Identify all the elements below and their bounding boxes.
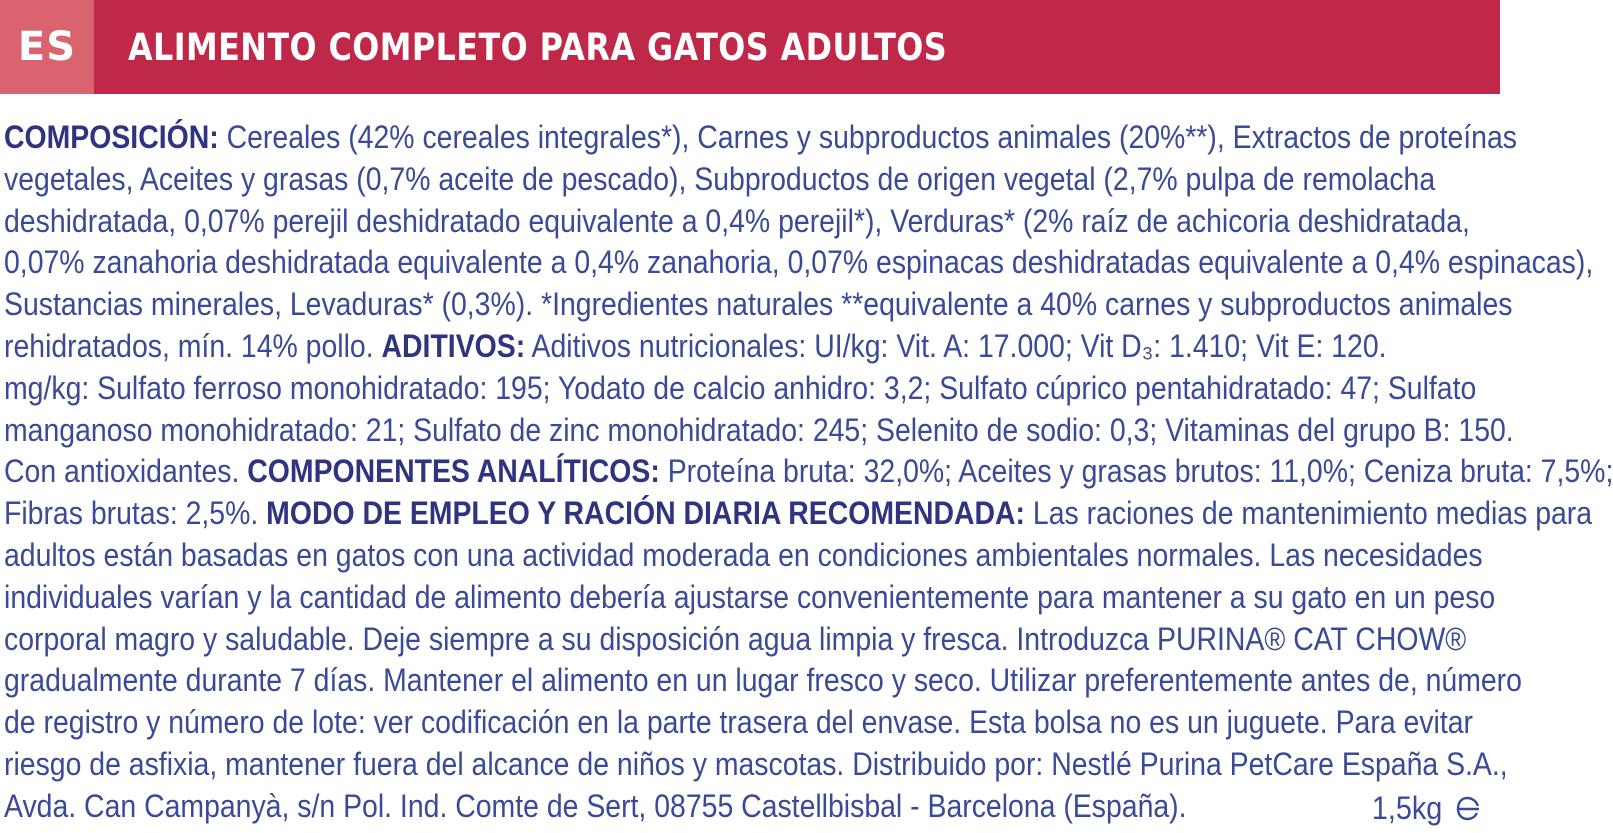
label-text-segment: 0,07% zanahoria deshidratada equivalente a 0,4% zanahoria, 0,07% espinacas deshidratadas equivalente a 0,4% espinacas), (4, 244, 1594, 281)
label-text-segment: manganoso monohidratado: 21; Sulfato de zinc monohidratado: 245; Selenito de sodio: 0,3; Vitaminas del grupo B: 150. (4, 411, 1514, 448)
label-text-line (4, 493, 1593, 535)
label-text-segment: gradualmente durante 7 días. Mantener el alimento en un lugar fresco y seco. Utilizar preferentemente antes de, número (4, 662, 1522, 699)
label-text-segment: Aditivos nutricionales: UI/kg: Vit. A: 17.000; Vit D₃: 1.410; Vit E: 120. (525, 327, 1387, 364)
estimated-sign-icon (1452, 793, 1482, 823)
label-text-line (4, 326, 1387, 368)
label-text-segment: riesgo de asfixia, mantener fuera del alcance de niños y mascotas. Distribuido por: Nestlé Purina PetCare España S.A., (4, 745, 1508, 782)
label-text-line (4, 786, 1329, 828)
label-text-segment: Sustancias minerales, Levaduras* (0,3%). *Ingredientes naturales **equivalente a 40% carnes y subproductos animales (4, 286, 1513, 323)
title-bar (94, 0, 1500, 94)
section-heading: COMPOSICIÓN: (4, 119, 219, 155)
label-text-segment: corporal magro y saludable. Deje siempre a su disposición agua limpia y fresca. Introduzca PURINA® CAT CHOW® (4, 620, 1467, 657)
section-heading: MODO DE EMPLEO Y RACIÓN DIARIA RECOMENDADA: (266, 495, 1026, 532)
language-code: ES (17, 24, 77, 70)
label-text-segment: Proteína bruta: 32,0%; Aceites y grasas brutos: 11,0%; Ceniza bruta: 7,5%; (659, 453, 1613, 490)
label-text-segment: vegetales, Aceites y grasas (0,7% aceite de pescado), Subproductos de origen vegetal (2,7% pulpa de remolacha (4, 160, 1436, 197)
label-text-segment: Fibras brutas: 2,5%. (4, 495, 267, 532)
label-text-segment: de registro y número de lote: ver codificación en la parte trasera del envase. Esta bolsa no es un juguete. Para evitar (4, 704, 1474, 741)
label-text-line (4, 577, 1496, 619)
label-text-segment: Avda. Can Campanyà, s/n Pol. Ind. Comte de Sert, 08755 Castellbisbal - Barcelona (España). (4, 787, 1187, 824)
label-text-line (4, 702, 1474, 744)
label-text-line (4, 159, 1436, 201)
label-text-line (4, 117, 1517, 159)
net-weight: 1,5kg (1371, 790, 1442, 826)
section-heading: COMPONENTES ANALÍTICOS: (247, 453, 660, 490)
label-text-line (4, 451, 1613, 493)
label-text-segment: deshidratada, 0,07% perejil deshidratado equivalente a 0,4% perejil*), Verduras* (2% raíz de achicoria deshidratada, (4, 202, 1470, 239)
label-text-line (4, 660, 1522, 702)
product-title: ALIMENTO COMPLETO PARA GATOS ADULTOS (128, 25, 948, 69)
label-text-segment: Con antioxidantes. (4, 453, 248, 490)
language-code-badge (0, 0, 94, 94)
label-text-line (4, 242, 1594, 284)
section-heading: ADITIVOS: (381, 327, 526, 364)
label-text-segment: mg/kg: Sulfato ferroso monohidratado: 195; Yodato de calcio anhidro: 3,2; Sulfato cúprico pentahidratado: 47; Sulfato (4, 369, 1477, 406)
label-text-line (4, 619, 1467, 661)
label-text-line (4, 744, 1508, 786)
label-text-line (4, 284, 1513, 326)
label-text-segment: Las raciones de mantenimiento medias para (1025, 495, 1593, 532)
label-text-segment: rehidratados, mín. 14% pollo. (4, 327, 382, 364)
label-header (0, 0, 1500, 94)
label-text-segment: individuales varían y la cantidad de alimento debería ajustarse convenientemente para mantener a su gato en un peso (4, 578, 1496, 615)
label-text-line (4, 410, 1514, 452)
label-text-segment: Cereales (42% cereales integrales*), Carnes y subproductos animales (20%**), Extractos de proteínas (218, 119, 1517, 155)
label-text-line (4, 368, 1477, 410)
label-text-segment: adultos están basadas en gatos con una actividad moderada en condiciones ambientales normales. Las necesidades (4, 536, 1483, 573)
composition-text-block (4, 117, 1613, 828)
label-text-line (4, 201, 1470, 243)
label-text-line (4, 535, 1483, 577)
